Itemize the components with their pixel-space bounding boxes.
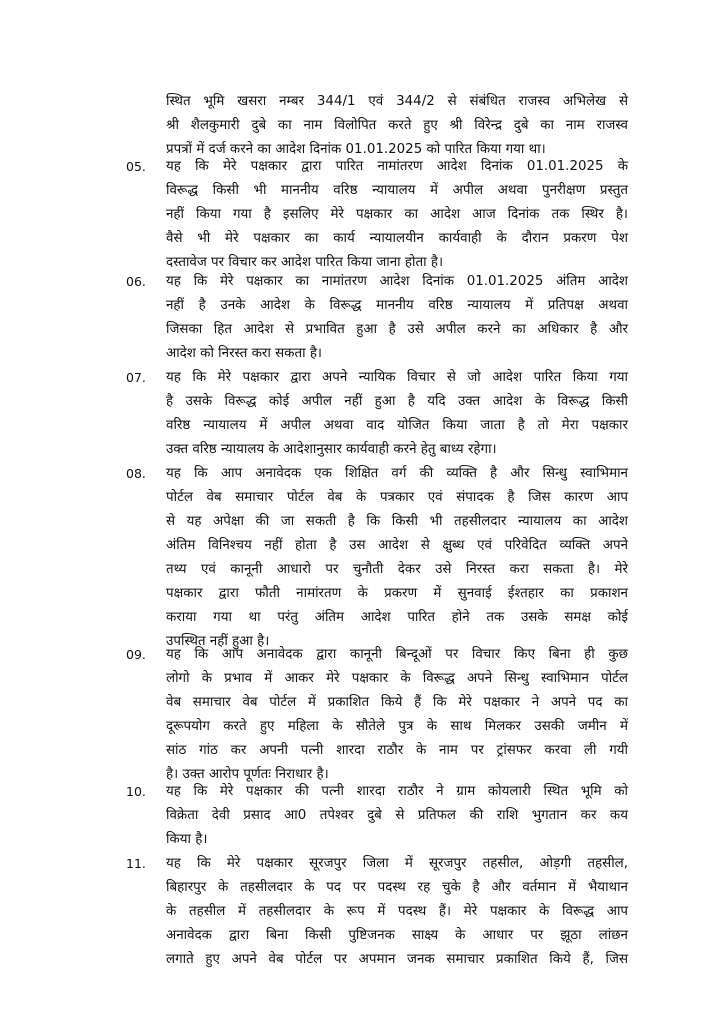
paragraph-line: लगाते हुए अपने वेब पोर्टल पर अपमान जनक समाचार प्रकाशित किये हैं, जिस bbox=[166, 952, 628, 967]
paragraph-number: 09. bbox=[126, 647, 146, 662]
paragraph-line: यह कि मेरे पक्षकार द्वारा अपने न्यायिक विचार से जो आदेश पारित किया गया bbox=[166, 370, 628, 385]
paragraph-line: कराया गया था परंतु अंतिम आदेश पारित होने तक उसके समक्ष कोई bbox=[166, 610, 628, 625]
paragraph-line: यह कि मेरे पक्षकार का नामांतरण आदेश दिनांक 01.01.2025 अंतिम आदेश bbox=[166, 274, 628, 289]
paragraph-line: पोर्टल वेब समाचार पोर्टल वेब के पत्रकार एवं संपादक है जिस कारण आप bbox=[166, 490, 628, 505]
paragraph-line: यह कि आप अनावेदक एक शिक्षित वर्ग की व्यक्ति है और सिन्धु स्वाभिमान bbox=[166, 466, 628, 481]
paragraph-line: प्रपत्रों में दर्ज करने का आदेश दिनांक 01.01.2025 को पारित किया गया था। bbox=[166, 142, 546, 157]
paragraph-line: यह कि मेरे पक्षकार की पत्नी शारदा राठौर ने ग्राम कोयलारी स्थित भूमि को bbox=[166, 784, 628, 799]
paragraph-line: दस्तावेज पर विचार कर आदेश पारित किया जाना होता है। bbox=[166, 255, 444, 270]
paragraph-line: स्थित भूमि खसरा नम्बर 344/1 एवं 344/2 से संबंधित राजस्व अभिलेख से bbox=[166, 94, 628, 109]
paragraph-line: यह कि मेरे पक्षकार द्वारा पारित नामांतरण आदेश दिनांक 01.01.2025 के bbox=[166, 159, 628, 174]
paragraph-number: 07. bbox=[126, 370, 146, 385]
paragraph-line: है उसके विरूद्ध कोई अपील नहीं हुआ है यदि उक्त आदेश के विरूद्ध किसी bbox=[166, 394, 628, 409]
paragraph-line: उक्त वरिष्ठ न्यायालय के आदेशानुसार कार्यवाही करने हेतु बाध्य रहेगा। bbox=[166, 442, 497, 457]
paragraph-line: यह कि आप अनावेदक द्वारा कानूनी बिन्दूओं पर विचार किए बिना ही कुछ bbox=[166, 647, 628, 662]
paragraph-line: आदेश को निरस्त करा सकता है। bbox=[166, 346, 323, 361]
paragraph-line: वरिष्ठ न्यायालय में अपील अथवा वाद योजित किया जाता है तो मेरा पक्षकार bbox=[166, 418, 628, 433]
paragraph-line: नहीं किया गया है इसलिए मेरे पक्षकार का आदेश आज दिनांक तक स्थिर है। bbox=[166, 207, 628, 222]
paragraph-line: जिसका हित आदेश से प्रभावित हुआ है उसे अपील करने का अधिकार है और bbox=[166, 322, 628, 337]
paragraph-line: विरूद्ध किसी भी माननीय वरिष्ठ न्यायालय में अपील अथवा पुनरीक्षण प्रस्तुत bbox=[166, 183, 628, 198]
paragraph-line: श्री शैलकुमारी दुबे का नाम विलोपित करते हुए श्री विरेन्द्र दुबे का नाम राजस्व bbox=[166, 118, 628, 133]
paragraph-line: दूरूपयोग करते हुए महिला के सौतेले पुत्र के साथ मिलकर उसकी जमीन में bbox=[166, 719, 628, 734]
paragraph-line: लोगो के प्रभाव में आकर मेरे पक्षकार के विरूद्ध अपने सिन्धु स्वाभिमान पोर्टल bbox=[166, 671, 628, 686]
paragraph-number: 11. bbox=[126, 856, 146, 871]
paragraph-number: 06. bbox=[126, 274, 146, 289]
paragraph-line: अनावेदक द्वारा बिना किसी पुष्टिजनक साक्ष्य के आधार पर झूठा लांछन bbox=[166, 928, 628, 943]
paragraph-line: तथ्य एवं कानूनी आधारो पर चुनौती देकर उसे निरस्त करा सकता है। मेरे bbox=[166, 562, 628, 577]
paragraph-line: सांठ गांठ कर अपनी पत्नी शारदा राठौर के नाम पर ट्रांसफर करवा ली गयी bbox=[166, 743, 628, 758]
paragraph-line: विक्रेता देवी प्रसाद आ0 तपेश्वर दुबे से प्रतिफल की राशि भुगतान कर कय bbox=[166, 808, 628, 823]
paragraph-line: उपस्थित नहीं हुआ है। bbox=[166, 634, 270, 649]
paragraph-line: वेब समाचार वेब पोर्टल में प्रकाशित किये हैं कि मेरे पक्षकार ने अपने पद का bbox=[166, 695, 628, 710]
paragraph-number: 08. bbox=[126, 466, 146, 481]
paragraph-line: बिहारपुर के तहसीलदार के पद पर पदस्थ रह चुके है और वर्तमान में भैयाथान bbox=[166, 880, 628, 895]
paragraph-line: पक्षकार द्वारा फौती नामांरतण के प्रकरण में सुनवाई ईश्तहार का प्रकाशन bbox=[166, 586, 628, 601]
paragraph-line: है। उक्त आरोप पूर्णतः निराधार है। bbox=[166, 767, 329, 782]
paragraph-line: वैसे भी मेरे पक्षकार का कार्य न्यायालयीन कार्यवाही के दौरान प्रकरण पेश bbox=[166, 231, 628, 246]
paragraph-number: 05. bbox=[126, 159, 146, 174]
paragraph-line: यह कि मेरे पक्षकार सूरजपुर जिला में सूरजपुर तहसील, ओड़गी तहसील, bbox=[166, 856, 628, 871]
paragraph-number: 10. bbox=[126, 784, 146, 799]
paragraph-line: से यह अपेक्षा की जा सकती है कि किसी भी तहसीलदार न्यायालय का आदेश bbox=[166, 514, 628, 529]
paragraph-line: अंतिम विनिश्चय नहीं होता है उस आदेश से क्षुब्ध एवं परिवेदित व्यक्ति अपने bbox=[166, 538, 628, 553]
paragraph-line: नहीं है उनके आदेश के विरूद्ध माननीय वरिष्ठ न्यायालय में प्रतिपक्ष अथवा bbox=[166, 298, 628, 313]
paragraph-line: के तहसील में तहसीलदार के रूप में पदस्थ हैं। मेरे पक्षकार के विरूद्ध आप bbox=[166, 904, 628, 919]
paragraph-line: किया है। bbox=[166, 832, 208, 847]
